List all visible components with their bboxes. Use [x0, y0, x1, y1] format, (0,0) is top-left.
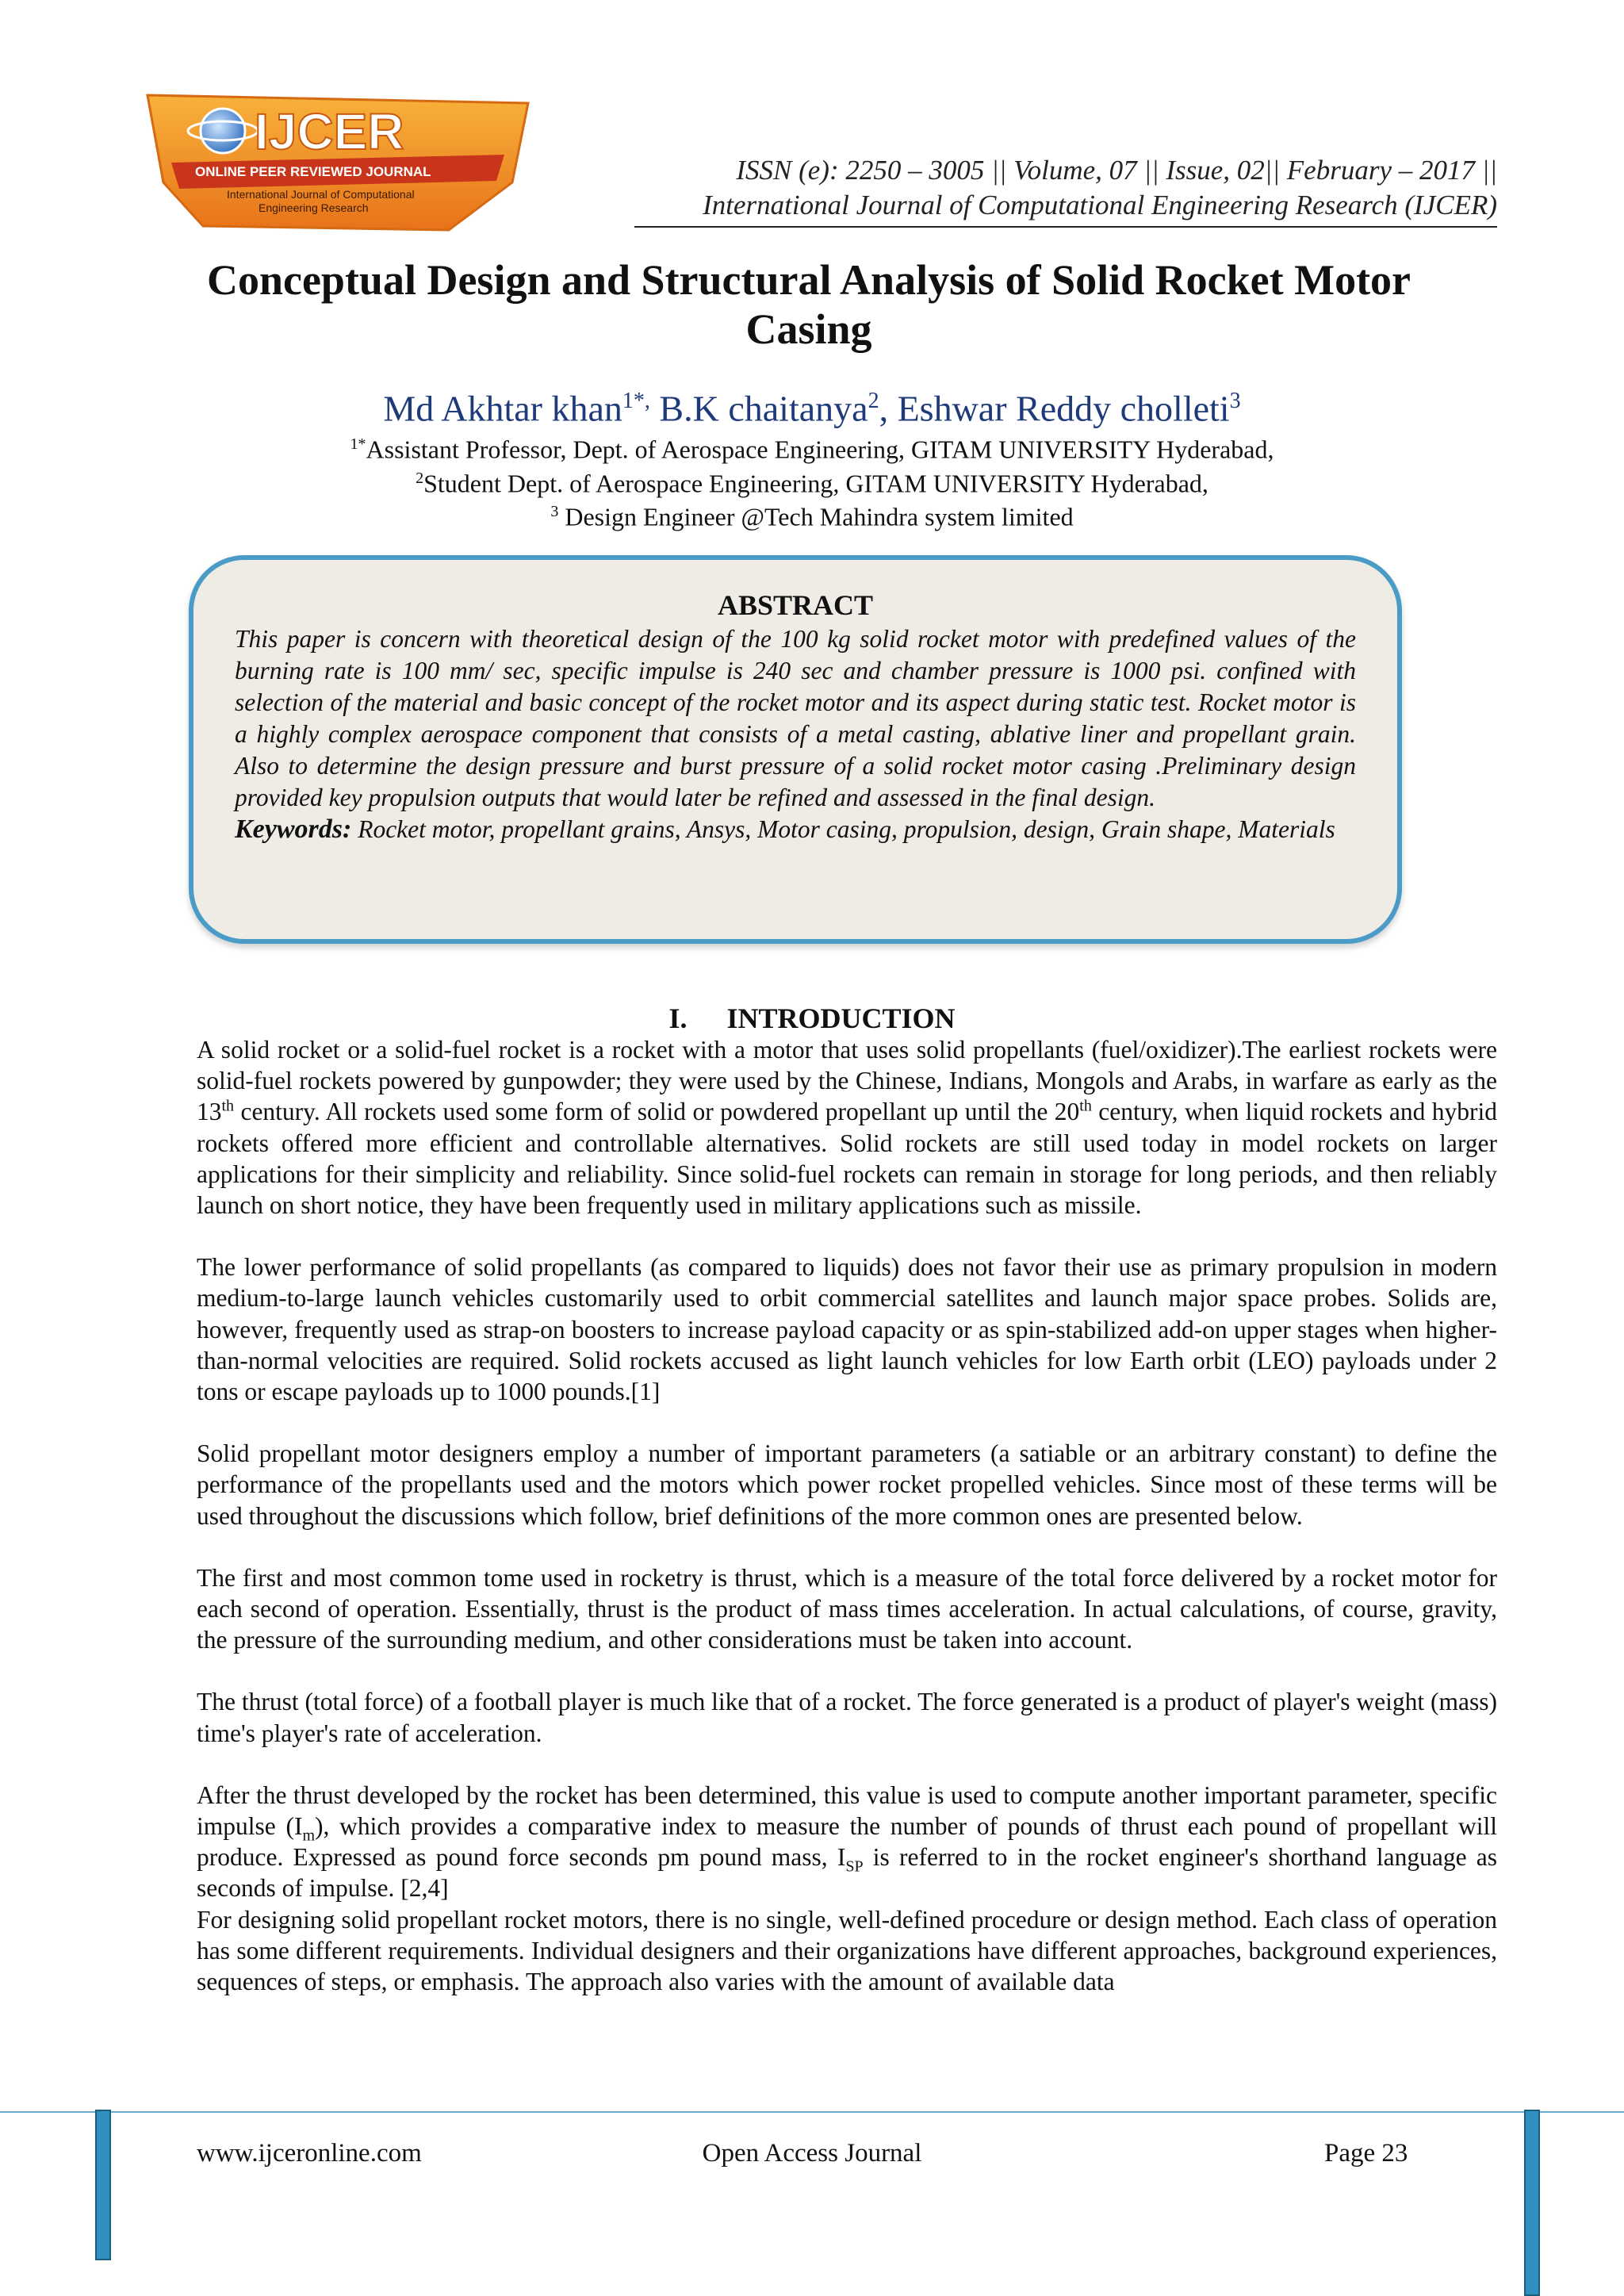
journal-logo: [140, 87, 536, 238]
subscript-sp: SP: [845, 1857, 864, 1876]
affiliation-mark-2: 2: [416, 470, 424, 487]
keywords: [235, 814, 1356, 845]
footer-divider: [0, 2111, 1624, 2113]
affiliation-text-2: Student Dept. of Aerospace Engineering, GITAM UNIVERSITY Hyderabad,: [423, 469, 1208, 498]
logo-subtitle-line2: Engineering Research: [259, 201, 369, 214]
abstract-text: This paper is concern with theoretical design of the 100 kg solid rocket motor with predefined values of the burning rate is 100 mm/ sec, specific impulse is 240 sec and chamber pressure is 1000 psi. confined with selection of the material and basic concept of the rocket motor and its aspect during static test. Rocket motor is a highly complex aerospace component that consists of a metal casting, ablative liner and propellant grain. Also to determine the design pressure and burst pressure of a solid rocket motor casing .Preliminary design provided key propulsion outputs that would later be refined and assessed in the final design.: [235, 625, 1356, 811]
affiliation-mark-3: 3: [550, 503, 559, 520]
paragraph-7: For designing solid propellant rocket motors, there is no single, well-defined procedure or design method. Each class of operation has some different requirements. Individual designers and their organizations have different approaches, background experiences, sequences of steps, or emphasis. The approach also varies with the amount of available data: [197, 1905, 1497, 1996]
author-name-3: Eshwar Reddy cholleti: [897, 388, 1230, 429]
author-mark-1: 1*,: [622, 389, 650, 413]
affiliation-text-1: Assistant Professor, Dept. of Aerospace Engineering, GITAM UNIVERSITY Hyderabad,: [366, 435, 1274, 464]
author-name-2: B.K chaitanya: [649, 388, 868, 429]
paragraph-1-part-b: century. All rockets used some form of solid or powdered propellant up until the 20: [234, 1098, 1080, 1126]
keywords-label: Keywords:: [235, 815, 352, 844]
affiliation-1: [0, 428, 1624, 466]
logo-subtitle-line1: International Journal of Computational: [227, 188, 415, 201]
author-mark-3: 3: [1229, 389, 1241, 413]
paragraph-4: The first and most common tome used in rocketry is thrust, which is a measure of the total force delivered by a rocket motor for each second of operation. Essentially, thrust is the product of mass times acceleration. In actual calculations, of course, gravity, the pressure of the surrounding medium, and other considerations must be taken into account.: [197, 1563, 1497, 1654]
superscript-th-1: th: [221, 1097, 235, 1115]
paper-title-line1: Conceptual Design and Structural Analysis of Solid Rocket Motor: [206, 256, 1411, 304]
paragraph-2: The lower performance of solid propellants (as compared to liquids) does not favor their use as primary propulsion in modern medium-to-large launch vehicles customarily used to orbit commercial satellites and launch major space probes. Solids are, however, frequently used as strap-on boosters to increase payload capacity or as spin-stabilized add-on upper stages when higher-than-normal velocities are required. Solid rockets accused as light launch vehicles for low Earth orbit (LEO) payloads under 2 tons or escape payloads up to 1000 pounds.[1]: [197, 1253, 1497, 1406]
abstract-box: [189, 555, 1402, 944]
footer-bar-left: [95, 2110, 111, 2260]
paragraph-1-part-a: A solid rocket or a solid-fuel rocket is a rocket with a motor that uses solid propellants (fuel/oxidizer).The earliest rockets were solid-fuel rockets powered by gunpowder; they were used by the Chinese, Indians, Mongols and Arabs, in warfare as early as the 13: [197, 1036, 1497, 1126]
page-number: Page 23: [1324, 2139, 1408, 2168]
author-mark-2: 2: [868, 389, 879, 413]
section-heading-introduction: [0, 1002, 1624, 1035]
journal-name-line: International Journal of Computational Engineering Research (IJCER): [703, 190, 1497, 220]
logo-tagline: ONLINE PEER REVIEWED JOURNAL: [195, 164, 431, 179]
affiliation-2: [0, 462, 1624, 500]
affiliation-3: [0, 496, 1624, 533]
abstract-heading: ABSTRACT: [717, 589, 874, 621]
footer-journal-label: Open Access Journal: [702, 2139, 922, 2168]
logo-text: IJCER: [255, 103, 404, 160]
footer-website-link[interactable]: www.ijceronline.com: [197, 2139, 422, 2168]
paper-title: [174, 255, 1443, 354]
author-list: [0, 379, 1624, 431]
subscript-m: m: [302, 1826, 315, 1845]
ijcer-logo-graphic: [140, 87, 536, 238]
issn-line: ISSN (e): 2250 – 3005 || Volume, 07 || Issue, 02|| February – 2017 ||: [736, 155, 1497, 186]
header-divider: [634, 226, 1497, 228]
paragraph-6: [197, 1780, 1497, 1904]
journal-info: [703, 153, 1497, 223]
superscript-th-2: th: [1079, 1097, 1092, 1115]
keywords-list: Rocket motor, propellant grains, Ansys, Motor casing, propulsion, design, Grain shape, Materials: [351, 815, 1335, 843]
paragraph-5: The thrust (total force) of a football player is much like that of a rocket. The force generated is a product of player's weight (mass) time's player's rate of acceleration.: [197, 1688, 1497, 1747]
author-name-1: Md Akhtar khan: [383, 388, 622, 429]
body-text: [197, 1034, 1497, 1997]
paragraph-1: [197, 1034, 1497, 1221]
author-separator: ,: [879, 388, 898, 429]
section-number: I.: [668, 1002, 688, 1034]
paragraph-1-part-c: century, when liquid rockets and hybrid rockets offered more efficient and controllable alternatives. Solid rockets are still used today in model rockets on larger applications for their simplicity and reliability. Since solid-fuel rockets can remain in storage for long periods, and then reliably launch on short notice, they have been frequently used in military applications such as missile.: [197, 1098, 1498, 1220]
paper-title-line2: Casing: [745, 305, 872, 353]
affiliation-mark-1: 1*: [350, 435, 366, 453]
section-title: INTRODUCTION: [726, 1002, 956, 1034]
affiliation-text-3: Design Engineer @Tech Mahindra system limited: [558, 502, 1074, 531]
paragraph-3: Solid propellant motor designers employ a number of important parameters (a satiable or an arbitrary constant) to define the performance of the propellants used and the motors which power rocket propelled vehicles. Since most of these terms will be used throughout the discussions which follow, brief definitions of the more common ones are presented below.: [197, 1439, 1497, 1530]
paragraph-6-part-b: ), which provides a comparative index to measure the number of pounds of thrust each pound of propellant will produce. Expressed as pound force seconds pm pound mass, I: [197, 1812, 1497, 1872]
paragraph-6-part-a: After the thrust developed by the rocket has been determined, this value is used to compute another important parameter, specific impulse (I: [197, 1780, 1497, 1841]
paragraph-6-part-c: is referred to in the rocket engineer's shorthand language as seconds of impulse. [2,4]: [197, 1843, 1497, 1903]
